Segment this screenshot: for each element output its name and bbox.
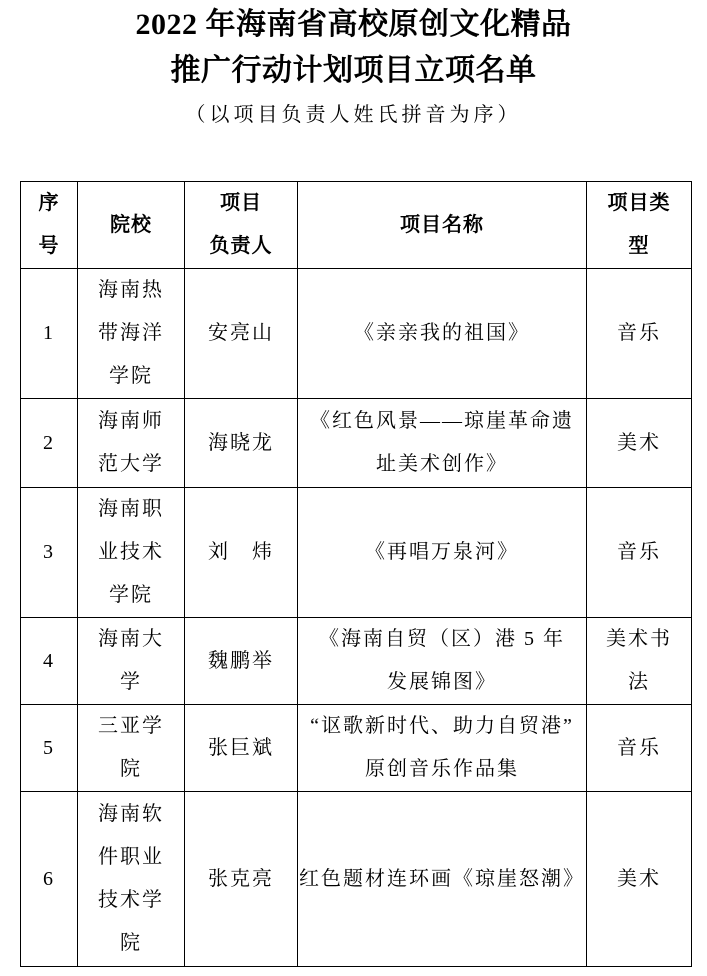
table-header-row <box>21 182 692 269</box>
cell-leader: 魏鹏举 <box>185 618 298 705</box>
cell-number: 5 <box>21 705 78 792</box>
cell-project-name: 红色题材连环画《琼崖怒潮》 <box>298 792 587 967</box>
cell-leader: 安亮山 <box>185 269 298 399</box>
document-title-line-2: 推广行动计划项目立项名单 <box>170 54 537 87</box>
cell-leader: 张巨斌 <box>185 705 298 792</box>
cell-project-type: 音乐 <box>587 269 692 399</box>
document-subtitle: （以项目负责人姓氏拼音为序） <box>185 104 522 126</box>
cell-leader: 张克亮 <box>185 792 298 967</box>
cell-number: 3 <box>21 488 78 618</box>
cell-number: 2 <box>21 399 78 488</box>
cell-project-name: 《海南自贸（区）港 5 年 发展锦图》 <box>298 618 587 705</box>
cell-project-name: 《红色风景——琼崖革命遗 址美术创作》 <box>298 399 587 488</box>
cell-project-name: 《亲亲我的祖国》 <box>298 269 587 399</box>
cell-school: 三亚学 院 <box>78 705 185 792</box>
header-school: 院校 <box>78 182 185 269</box>
document-title-line-1: 2022 年海南省高校原创文化精品 <box>135 8 572 41</box>
cell-school: 海南师 范大学 <box>78 399 185 488</box>
cell-project-name: “讴歌新时代、助力自贸港” 原创音乐作品集 <box>298 705 587 792</box>
cell-number: 4 <box>21 618 78 705</box>
table-row <box>21 488 692 618</box>
cell-school: 海南软 件职业 技术学 院 <box>78 792 185 967</box>
cell-project-type: 美术 <box>587 792 692 967</box>
project-list-table <box>20 181 692 967</box>
cell-leader: 刘 炜 <box>185 488 298 618</box>
table-row <box>21 792 692 967</box>
cell-project-type: 美术书 法 <box>587 618 692 705</box>
cell-school: 海南热 带海洋 学院 <box>78 269 185 399</box>
header-project-type: 项目类 型 <box>587 182 692 269</box>
table-row <box>21 618 692 705</box>
table-row <box>21 705 692 792</box>
cell-number: 6 <box>21 792 78 967</box>
cell-leader: 海晓龙 <box>185 399 298 488</box>
cell-number: 1 <box>21 269 78 399</box>
header-project-name: 项目名称 <box>298 182 587 269</box>
cell-school: 海南职 业技术 学院 <box>78 488 185 618</box>
cell-project-type: 音乐 <box>587 488 692 618</box>
table-row <box>21 269 692 399</box>
header-leader: 项目 负责人 <box>185 182 298 269</box>
cell-school: 海南大 学 <box>78 618 185 705</box>
cell-project-type: 音乐 <box>587 705 692 792</box>
cell-project-type: 美术 <box>587 399 692 488</box>
table-row <box>21 399 692 488</box>
header-number: 序 号 <box>21 182 78 269</box>
cell-project-name: 《再唱万泉河》 <box>298 488 587 618</box>
